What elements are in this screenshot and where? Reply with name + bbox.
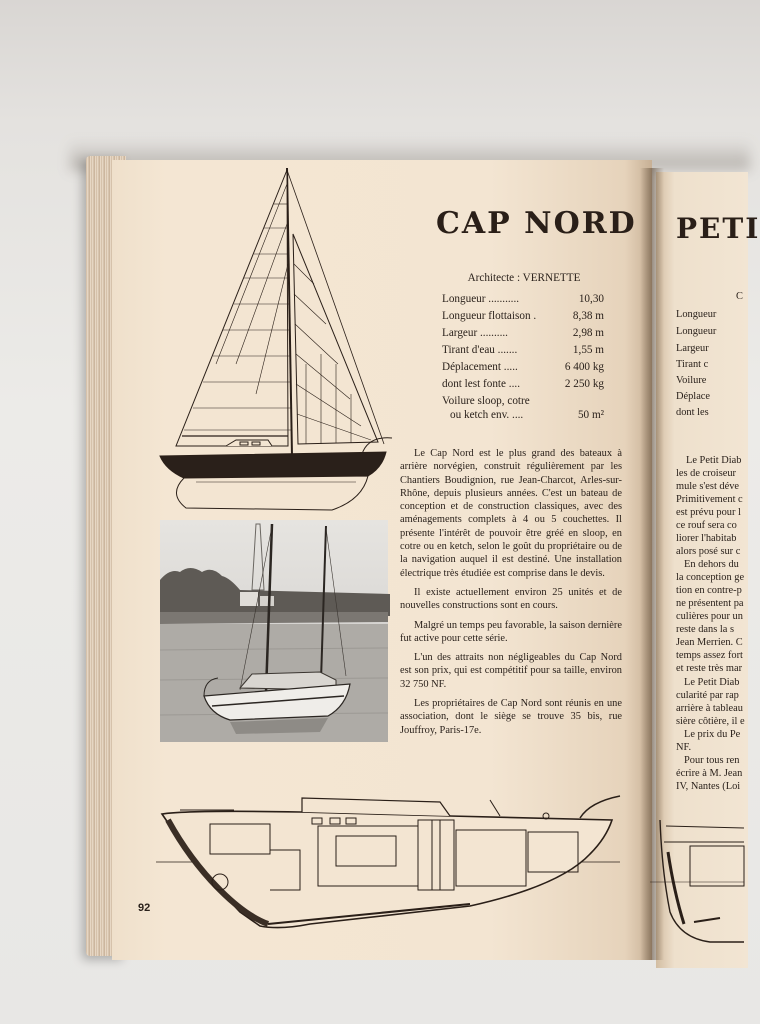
spec-row <box>440 325 604 342</box>
spec-label: Déplacement ..... <box>442 361 518 373</box>
right-spec-fragment: Longueur <box>676 326 717 337</box>
spec-row <box>440 359 604 376</box>
spec-value: 50 m² <box>577 409 604 421</box>
right-spec-fragment: Longueur <box>676 309 717 320</box>
right-text-line: mule s'est déve <box>676 481 740 492</box>
right-text-line: écrire à M. Jean <box>676 768 743 779</box>
spec-row <box>440 376 604 393</box>
accommodation-plan-drawing <box>150 790 630 940</box>
right-text-line: les de croiseur <box>676 468 737 479</box>
article-body <box>400 447 622 743</box>
right-text-line: Primitivement c <box>676 494 743 505</box>
spec-label: Longueur ........... <box>442 293 520 305</box>
spec-value: 6 400 kg <box>564 361 604 373</box>
spec-row <box>440 393 600 407</box>
right-text-line: Le Petit Diab <box>686 455 742 466</box>
paragraph: Malgré un temps peu favorable, la saison dernière fut active pour cette série. <box>400 619 622 644</box>
right-text-line: culières pour un <box>676 611 743 622</box>
page-title: CAP NORD <box>436 206 637 241</box>
right-text-line: reste dans la s <box>676 624 734 635</box>
spec-label: dont lest fonte .... <box>442 378 520 390</box>
right-text-line: est prévu pour l <box>676 507 741 518</box>
right-page-stern-drawing <box>650 812 744 952</box>
right-text-line: tion en contre-p <box>676 585 742 596</box>
spec-label: ou ketch env. .... <box>450 409 524 421</box>
right-text-line: et reste très mar <box>676 663 743 674</box>
spec-label: Tirant d'eau ....... <box>442 344 518 356</box>
right-text-line: NF. <box>676 742 692 753</box>
right-text-line: Le Petit Diab <box>684 677 740 688</box>
spec-row <box>440 308 604 325</box>
right-text-line: liorer l'habitab <box>676 533 737 544</box>
right-text-line: la conception ge <box>676 572 745 583</box>
spec-value: 2,98 m <box>572 327 604 339</box>
next-page-title: PETI <box>676 212 760 245</box>
right-text-line: Le prix du Pe <box>684 729 741 740</box>
spec-value: 8,38 m <box>572 310 604 322</box>
spec-label: Voilure sloop, cotre <box>442 395 530 407</box>
right-spec-fragment: Tirant c <box>676 359 709 370</box>
right-spec-fragment: Voilure <box>676 375 707 386</box>
right-spec-fragment: Déplace <box>676 391 711 402</box>
right-text-line: Pour tous ren <box>684 755 740 766</box>
spec-table <box>440 270 604 424</box>
sail-plan-drawing <box>156 164 396 514</box>
spec-value: 10,30 <box>578 293 604 305</box>
right-text-line: alors posé sur c <box>676 546 741 557</box>
right-text-line: Jean Merrien. C <box>676 637 743 648</box>
boat-photo <box>160 520 388 742</box>
spec-row <box>440 291 604 308</box>
right-text-line: En dehors du <box>684 559 739 570</box>
right-text-line: cularité par rap <box>676 690 739 701</box>
right-spec-fragment: C <box>736 291 743 302</box>
right-spec-fragment: Largeur <box>676 343 709 354</box>
right-text-line: ce rouf sera co <box>676 520 737 531</box>
paragraph: Le Cap Nord est le plus grand des bateaux à arrière norvégien, construit régulièrement par les Chantiers Boudignion, rue Jean-Charcot, Arles-sur-Rhône, depuis plusieurs années. C'est un bateau de conception et de construction classiques, avec des aménagements complets à 4 ou 5 couchettes. Il présente l'intérêt de pouvoir être gréé en sloop, en cotre ou en ketch, selon le goût du propriétaire ou de la navigation auquel il est destiné. Une installation électrique très étudiée est comprise dans le devis. <box>400 448 622 579</box>
spec-row <box>440 342 604 359</box>
paragraph: L'un des attraits non négligeables du Cap Nord est son prix, qui est compétitif pour sa taille, environ 32 750 NF. <box>400 652 622 690</box>
spec-label: Largeur .......... <box>442 327 508 339</box>
right-text-line: temps assez fort <box>676 650 743 661</box>
spec-architect: Architecte : VERNETTE <box>467 272 581 284</box>
spec-value: 2 250 kg <box>564 378 604 390</box>
spec-row <box>440 407 604 424</box>
spec-label: Longueur flottaison . <box>442 310 537 322</box>
paragraph: Il existe actuellement environ 25 unités et de nouvelles constructions sont en cours. <box>400 586 622 612</box>
paragraph: Les propriétaires de Cap Nord sont réunis en une association, dont le siège se trouve 35 bis, rue Jouffroy, Paris-17e. <box>400 698 622 736</box>
right-text-line: IV, Nantes (Loi <box>676 781 741 792</box>
spec-value: 1,55 m <box>572 344 604 356</box>
right-spec-fragment: dont les <box>676 407 709 418</box>
right-text-line: arrière à tableau <box>676 703 743 714</box>
page-number: 92 <box>138 902 151 914</box>
right-text-line: sière côtière, il e <box>676 716 745 727</box>
right-text-line: ne présentent pa <box>676 598 744 609</box>
